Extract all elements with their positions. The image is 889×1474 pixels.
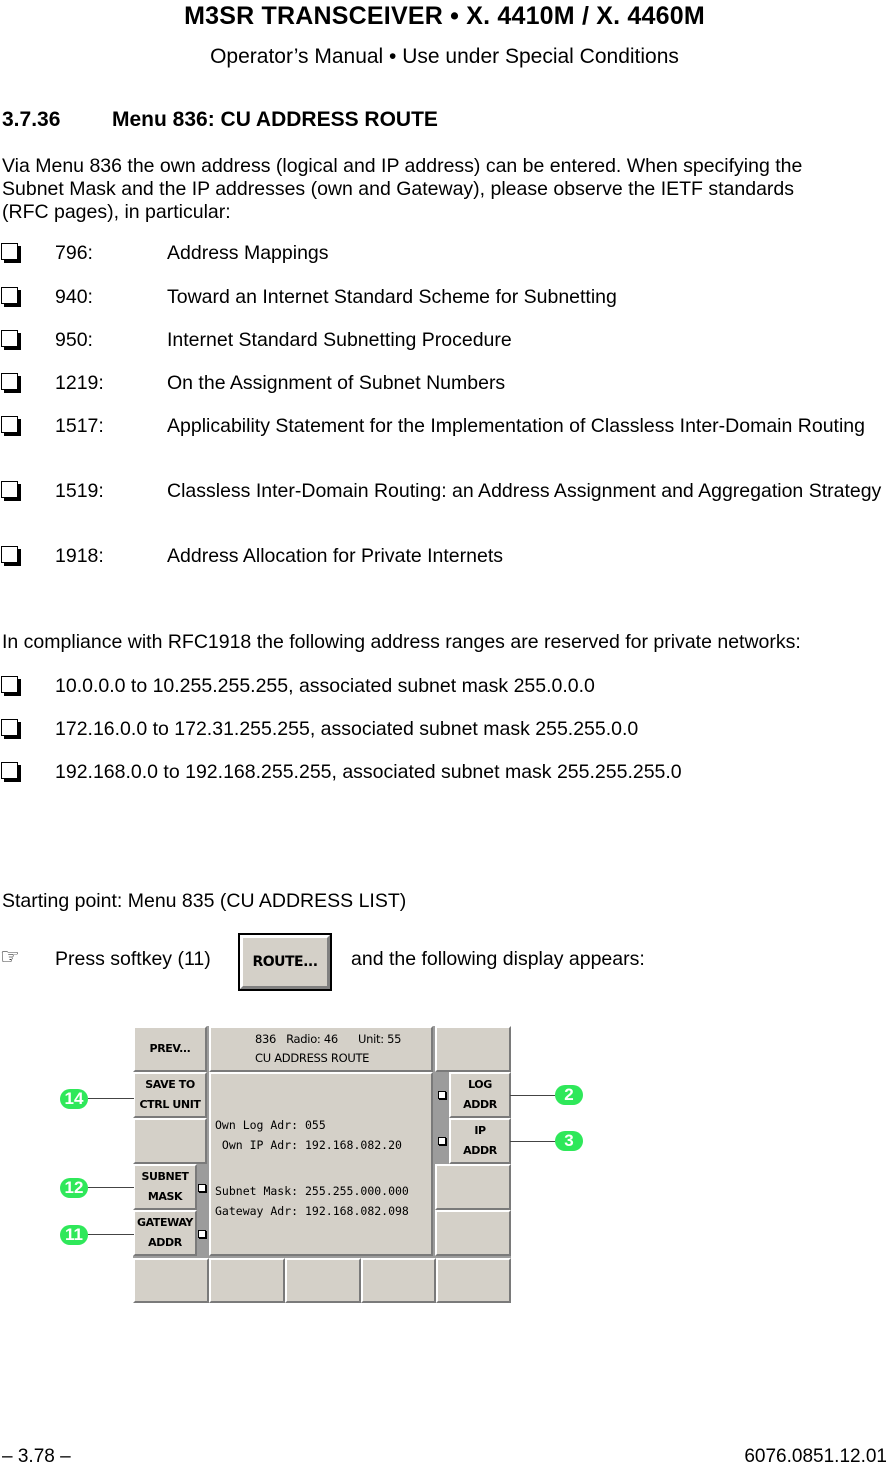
own-ip-addr-line: Own IP Adr: 192.168.082.20 xyxy=(215,1138,402,1152)
softkey-label: IP xyxy=(474,1124,486,1137)
document-number: 6076.0851.12.01 xyxy=(744,1446,887,1467)
blank-softkey[interactable] xyxy=(435,1210,511,1256)
blank-softkey[interactable] xyxy=(436,1258,511,1303)
blank-softkey[interactable] xyxy=(285,1258,361,1303)
prev-softkey[interactable] xyxy=(133,1026,207,1072)
address-data-panel xyxy=(209,1072,433,1256)
edit-indicator-icon xyxy=(198,1230,206,1238)
blank-softkey[interactable] xyxy=(435,1026,511,1072)
blank-softkey[interactable] xyxy=(209,1258,285,1303)
section-title: Menu 836: CU ADDRESS ROUTE xyxy=(112,108,438,131)
intro-paragraph xyxy=(2,155,888,224)
softkey-label: CTRL UNIT xyxy=(139,1098,201,1111)
callout-3: 3 xyxy=(555,1131,583,1151)
section-number: 3.7.36 xyxy=(2,108,61,131)
rfc-title: Toward an Internet Standard Scheme for Subnetting xyxy=(167,286,617,308)
rfc-title: Internet Standard Subnetting Procedure xyxy=(167,329,512,351)
rfc-number: 950: xyxy=(55,329,93,351)
softkey-label: ADDR xyxy=(463,1144,497,1157)
callout-leader-line xyxy=(510,1095,555,1096)
document-header-subtitle: Operator’s Manual • Use under Special Conditions xyxy=(210,45,679,68)
route-softkey-label: ROUTE... xyxy=(240,935,330,989)
section-heading xyxy=(2,108,438,132)
rfc-number: 940: xyxy=(55,286,93,308)
display-header-panel xyxy=(209,1026,433,1072)
checkbox-bullet-icon xyxy=(1,719,18,736)
instruction-continuation: and the following display appears: xyxy=(351,948,645,970)
instruction-text: Press softkey (11) xyxy=(55,948,211,970)
edit-indicator-icon xyxy=(438,1091,446,1099)
rfc-title: Classless Inter-Domain Routing: an Address Assignment and Aggregation Strategy xyxy=(167,480,882,502)
callout-11: 11 xyxy=(60,1225,88,1245)
blank-softkey[interactable] xyxy=(361,1258,436,1303)
softkey-label: LOG xyxy=(468,1078,492,1091)
softkey-label: PREV... xyxy=(149,1042,191,1055)
checkbox-bullet-icon xyxy=(1,762,18,779)
status-line: 836 Radio: 46 Unit: 55 xyxy=(255,1032,402,1046)
blank-softkey[interactable] xyxy=(435,1164,511,1210)
rfc-number: 796: xyxy=(55,242,93,264)
callout-leader-line xyxy=(88,1098,134,1099)
callout-2: 2 xyxy=(555,1085,583,1105)
pointing-hand-icon: ☞ xyxy=(0,944,20,969)
checkbox-bullet-icon xyxy=(1,330,18,347)
rfc-title: Applicability Statement for the Implementation of Classless Inter-Domain Routing xyxy=(167,415,865,437)
rfc-number: 1517: xyxy=(55,415,104,437)
gateway-addr-line: Gateway Adr: 192.168.082.098 xyxy=(215,1204,409,1218)
rfc-title: On the Assignment of Subnet Numbers xyxy=(167,372,506,394)
checkbox-bullet-icon xyxy=(1,243,18,260)
intro-line: Subnet Mask and the IP addresses (own and Gateway), please observe the IETF standards xyxy=(2,178,794,200)
checkbox-bullet-icon xyxy=(1,481,18,498)
save-to-ctrl-unit-softkey[interactable] xyxy=(133,1072,207,1118)
page-number: – 3.78 – xyxy=(2,1446,71,1467)
document-header-title: M3SR TRANSCEIVER • X. 4410M / X. 4460M xyxy=(184,2,705,30)
blank-softkey[interactable] xyxy=(133,1118,207,1164)
rfc-number: 1918: xyxy=(55,545,104,567)
callout-leader-line xyxy=(510,1141,555,1142)
ip-addr-softkey[interactable] xyxy=(449,1118,511,1164)
edit-indicator-icon xyxy=(438,1137,446,1145)
log-addr-softkey[interactable] xyxy=(449,1072,511,1118)
device-display xyxy=(133,1026,511,1303)
checkbox-bullet-icon xyxy=(1,287,18,304)
checkbox-bullet-icon xyxy=(1,546,18,563)
callout-leader-line xyxy=(88,1187,134,1188)
softkey-label: ADDR xyxy=(148,1236,182,1249)
rfc-title: Address Allocation for Private Internets xyxy=(167,545,504,567)
softkey-label: SAVE TO xyxy=(145,1078,195,1091)
private-range: 10.0.0.0 to 10.255.255.255, associated subnet mask 255.0.0.0 xyxy=(55,675,595,697)
intro-line: Via Menu 836 the own address (logical and IP address) can be entered. When specifying the xyxy=(2,155,803,177)
gateway-addr-softkey[interactable] xyxy=(133,1210,197,1256)
subnet-mask-line: Subnet Mask: 255.255.000.000 xyxy=(215,1184,409,1198)
private-range: 172.16.0.0 to 172.31.255.255, associated subnet mask 255.255.0.0 xyxy=(55,718,639,740)
edit-indicator-icon xyxy=(198,1184,206,1192)
route-softkey[interactable] xyxy=(238,933,332,991)
menu-title: CU ADDRESS ROUTE xyxy=(255,1051,370,1065)
compliance-paragraph: In compliance with RFC1918 the following address ranges are reserved for private networks: xyxy=(2,631,801,653)
callout-12: 12 xyxy=(60,1178,88,1198)
softkey-label: SUBNET xyxy=(141,1170,189,1183)
rfc-number: 1519: xyxy=(55,480,104,502)
checkbox-bullet-icon xyxy=(1,416,18,433)
intro-line: (RFC pages), in particular: xyxy=(2,201,231,223)
softkey-label: ADDR xyxy=(463,1098,497,1111)
softkey-label: MASK xyxy=(147,1190,183,1203)
callout-14: 14 xyxy=(60,1089,88,1109)
rfc-title: Address Mappings xyxy=(167,242,329,264)
own-log-addr-line: Own Log Adr: 055 xyxy=(215,1118,326,1132)
callout-leader-line xyxy=(88,1234,134,1235)
subnet-mask-softkey[interactable] xyxy=(133,1164,197,1210)
starting-point: Starting point: Menu 835 (CU ADDRESS LIST) xyxy=(2,890,407,912)
blank-softkey[interactable] xyxy=(133,1258,209,1303)
private-range: 192.168.0.0 to 192.168.255.255, associated subnet mask 255.255.255.0 xyxy=(55,761,682,783)
checkbox-bullet-icon xyxy=(1,676,18,693)
softkey-label: GATEWAY xyxy=(137,1216,193,1229)
checkbox-bullet-icon xyxy=(1,373,18,390)
rfc-number: 1219: xyxy=(55,372,104,394)
